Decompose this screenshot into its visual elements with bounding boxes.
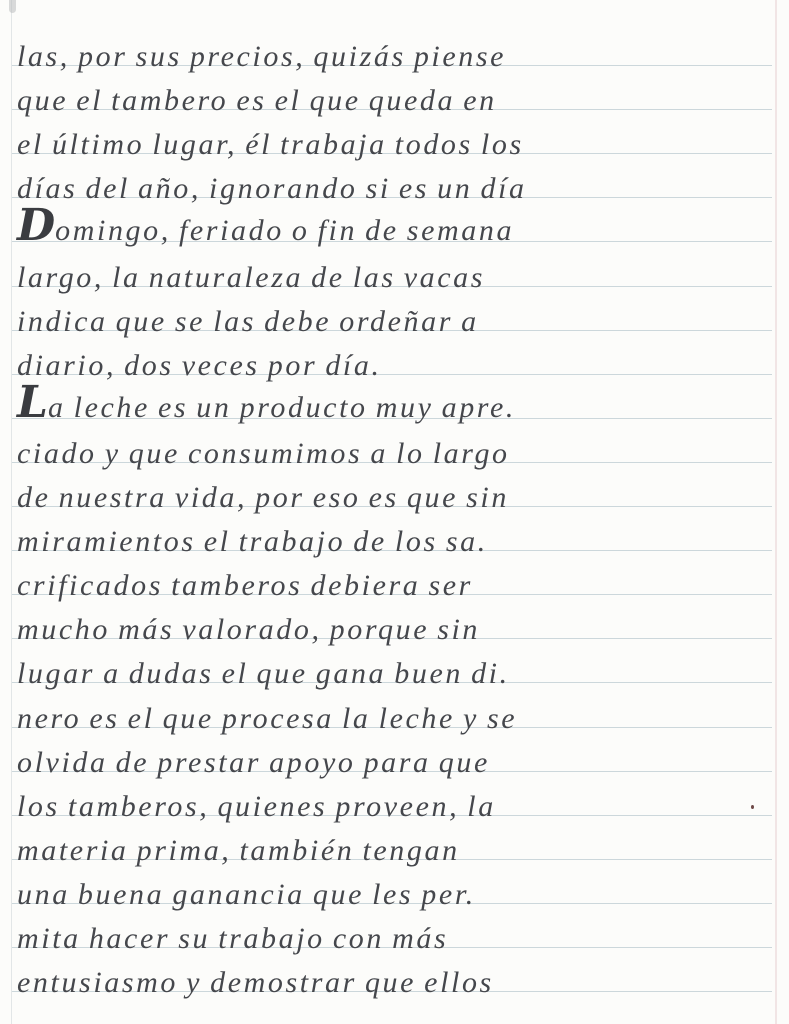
handwriting: las, por sus precios, quizás piense bbox=[17, 40, 507, 74]
text-line-8 bbox=[12, 331, 772, 382]
handwriting: los tamberos, quienes proveen, la bbox=[17, 789, 496, 823]
text-line-13 bbox=[12, 551, 772, 603]
handwriting: lugar a dudas el que gana buen di. bbox=[17, 657, 510, 691]
handwriting: miramientos el trabajo de los sa. bbox=[17, 525, 488, 559]
handwriting: entusiasmo y demostrar que ellos bbox=[17, 966, 494, 1000]
text-line-3 bbox=[12, 110, 772, 162]
text-line-21 bbox=[12, 904, 772, 955]
scan-smudge bbox=[9, 0, 16, 13]
text-line-12 bbox=[12, 507, 772, 559]
handwritten-text-block bbox=[12, 22, 772, 1000]
text-line-17 bbox=[12, 728, 772, 779]
handwriting: nero es el que procesa la leche y se bbox=[17, 701, 518, 735]
text-line-14 bbox=[12, 595, 772, 647]
text-line-4 bbox=[12, 154, 772, 206]
text-line-22 bbox=[12, 948, 772, 1000]
handwriting: de nuestra vida, por eso es que sin bbox=[17, 481, 509, 515]
text-line-10 bbox=[12, 419, 772, 470]
handwriting: diario, dos veces por día. bbox=[17, 348, 382, 382]
text-line-15 bbox=[12, 639, 772, 691]
handwriting: mucho más valorado, porque sin bbox=[17, 613, 481, 647]
right-page-edge bbox=[775, 0, 777, 1024]
handwriting: días del año, ignorando si es un día bbox=[17, 172, 527, 206]
handwriting: mita hacer su trabajo con más bbox=[17, 921, 449, 955]
text-line-18 bbox=[12, 772, 772, 823]
text-line-7 bbox=[12, 287, 772, 338]
text-line-20 bbox=[12, 860, 772, 911]
text-line-1 bbox=[12, 22, 772, 74]
handwriting: que el tambero es el que queda en bbox=[17, 84, 497, 118]
handwriting: crificados tamberos debiera ser bbox=[17, 569, 473, 603]
text-line-19 bbox=[12, 816, 772, 867]
text-line-2 bbox=[12, 66, 772, 118]
text-line-16 bbox=[12, 683, 772, 735]
handwriting: olvida de prestar apoyo para que bbox=[17, 745, 490, 779]
text-line-11 bbox=[12, 463, 772, 515]
handwriting: Domingo, feriado o fin de semana bbox=[17, 200, 515, 252]
text-line-5 bbox=[12, 198, 772, 252]
text-line-9 bbox=[12, 375, 772, 428]
handwriting: una buena ganancia que les per. bbox=[17, 877, 476, 911]
handwriting: el último lugar, él trabaja todos los bbox=[17, 128, 524, 162]
handwriting: La leche es un producto muy apre. bbox=[17, 376, 516, 428]
text-line-6 bbox=[12, 242, 772, 294]
handwriting: largo, la naturaleza de las vacas bbox=[17, 260, 485, 294]
handwriting: indica que se las debe ordeñar a bbox=[17, 304, 479, 338]
handwriting: materia prima, también tengan bbox=[17, 833, 460, 867]
handwriting: ciado y que consumimos a lo largo bbox=[17, 436, 510, 470]
